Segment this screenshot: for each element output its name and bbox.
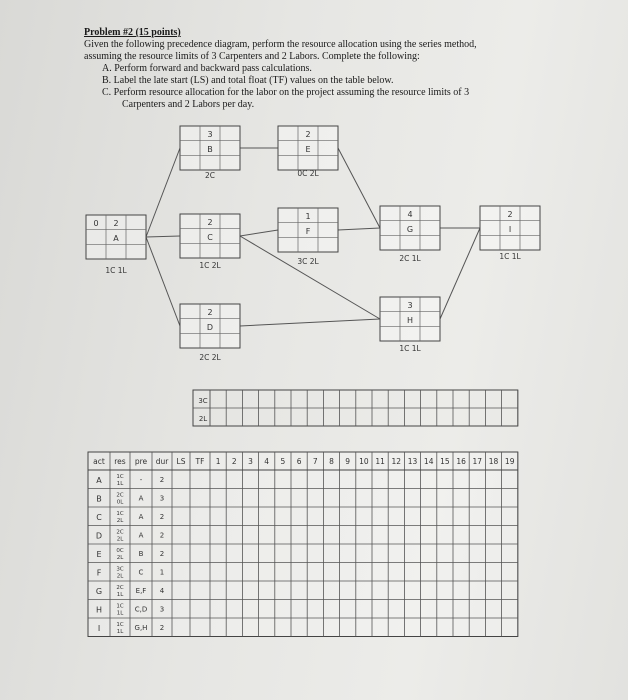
row-duration: 2 — [159, 624, 165, 632]
row-duration: 2 — [159, 476, 165, 484]
row-predecessor: G,H — [134, 624, 148, 632]
day-header: 4 — [264, 457, 270, 466]
problem-intro: Given the following precedence diagram, perform the resource allocation using the series method, — [84, 39, 477, 50]
problem-title: Problem #2 (15 points) — [84, 27, 181, 38]
row-res-labor: 2L — [116, 518, 124, 524]
node-resources: 1C 1L — [399, 344, 421, 353]
table-header-dur: dur — [155, 457, 169, 466]
day-header: 19 — [504, 457, 515, 466]
node-resources: 2C 1L — [399, 254, 421, 263]
row-predecessor: A — [138, 531, 144, 540]
row-predecessor: - — [139, 476, 143, 484]
node-duration: 3 — [207, 130, 213, 139]
table-header-tf: TF — [195, 457, 205, 466]
day-header: 14 — [423, 457, 434, 466]
row-res-carpenters: 0C — [116, 548, 124, 554]
node-duration: 4 — [407, 210, 413, 219]
day-header: 2 — [231, 457, 237, 466]
row-activity: E — [96, 550, 102, 559]
row-res-labor: 2L — [116, 573, 124, 580]
node-duration: 2 — [507, 210, 513, 219]
node-duration: 3 — [407, 301, 413, 310]
node-resources: 2C — [204, 171, 216, 180]
table-header-pre: pre — [134, 457, 148, 466]
node-label: I — [508, 225, 512, 234]
node-resources: 1C 1L — [105, 266, 127, 275]
row-res-carpenters: 2C — [116, 492, 124, 499]
row-duration: 4 — [159, 587, 165, 595]
node-resources: 1C 1L — [499, 252, 521, 261]
node-early-start: 0 — [93, 219, 99, 228]
row-res-labor: 0L — [116, 499, 124, 506]
table-header-act: act — [93, 457, 105, 466]
node-label: G — [406, 225, 414, 234]
node-label: C — [207, 233, 213, 242]
row-res-carpenters: 2C — [116, 529, 124, 536]
node-duration: 1 — [305, 212, 311, 221]
task-b: B. Label the late start (LS) and total float (TF) values on the table below. — [102, 75, 394, 86]
day-header: 7 — [312, 457, 318, 466]
node-label: H — [406, 316, 414, 325]
node-resources: 3C 2L — [297, 257, 319, 266]
day-header: 17 — [472, 457, 483, 466]
node-label: E — [305, 145, 311, 154]
row-activity: H — [95, 605, 103, 615]
row-res-labor: 2L — [116, 555, 124, 561]
row-predecessor: C — [138, 568, 144, 577]
node-resources: 1C 2L — [199, 261, 221, 270]
node-label: B — [207, 145, 213, 154]
day-header: 1 — [215, 457, 221, 466]
row-activity: I — [97, 624, 101, 633]
row-res-carpenters: 1C — [116, 622, 124, 628]
day-header: 12 — [391, 457, 402, 466]
row-duration: 1 — [159, 568, 165, 577]
table-header-res: res — [114, 457, 126, 466]
node-duration: 2 — [207, 308, 213, 317]
table-header-ls: LS — [176, 457, 186, 466]
problem-intro-2: assuming the resource limits of 3 Carpenters and 2 Labors. Complete the following: — [84, 51, 420, 62]
node-label: A — [113, 234, 119, 243]
row-res-labor: 1L — [116, 592, 124, 598]
row-res-labor: 2L — [116, 536, 124, 543]
row-res-carpenters: 1C — [116, 511, 124, 517]
row-res-carpenters: 1C — [116, 603, 124, 610]
day-header: 11 — [375, 457, 385, 466]
row-predecessor: C,D — [134, 605, 148, 614]
row-predecessor: B — [138, 550, 144, 558]
day-header: 16 — [456, 457, 466, 466]
row-activity: D — [95, 531, 103, 541]
day-header: 5 — [280, 457, 286, 466]
day-header: 13 — [407, 457, 418, 466]
histogram-label-labor: 2L — [198, 415, 208, 423]
row-duration: 3 — [159, 605, 165, 614]
day-header: 3 — [248, 457, 253, 466]
node-label: D — [206, 323, 214, 332]
row-activity: C — [96, 513, 102, 522]
row-res-labor: 1L — [116, 481, 124, 487]
row-res-carpenters: 2C — [116, 585, 124, 591]
day-header: 15 — [440, 457, 450, 466]
node-duration: 2 — [305, 130, 311, 139]
node-resources: 0C 2L — [297, 169, 319, 178]
row-duration: 2 — [159, 550, 165, 558]
row-activity: A — [96, 476, 102, 485]
node-resources: 2C 2L — [199, 353, 221, 362]
row-predecessor: A — [138, 494, 144, 503]
node-label: F — [305, 227, 311, 236]
task-c: C. Perform resource allocation for the labor on the project assuming the resource limits of 3 — [102, 87, 470, 98]
row-res-labor: 1L — [116, 629, 124, 635]
row-predecessor: A — [138, 513, 144, 521]
row-activity: G — [95, 587, 103, 596]
day-header: 6 — [296, 457, 302, 466]
row-predecessor: E,F — [135, 587, 147, 595]
row-duration: 2 — [159, 513, 165, 521]
task-a: A. Perform forward and backward pass calculations. — [102, 63, 312, 74]
task-c-cont: Carpenters and 2 Labors per day. — [122, 99, 255, 110]
day-header: 9 — [345, 457, 351, 466]
row-activity: B — [96, 494, 102, 504]
node-duration: 2 — [207, 218, 213, 227]
histogram-label-carpenters: 3C — [198, 397, 208, 405]
row-res-labor: 1L — [116, 610, 124, 617]
day-header: 8 — [329, 457, 334, 466]
row-res-carpenters: 1C — [116, 474, 124, 480]
row-duration: 2 — [159, 531, 165, 540]
row-activity: F — [96, 568, 102, 578]
row-res-carpenters: 3C — [116, 566, 124, 573]
day-header: 10 — [359, 457, 369, 466]
node-duration: 2 — [113, 219, 119, 228]
day-header: 18 — [488, 457, 499, 466]
row-duration: 3 — [159, 494, 165, 503]
